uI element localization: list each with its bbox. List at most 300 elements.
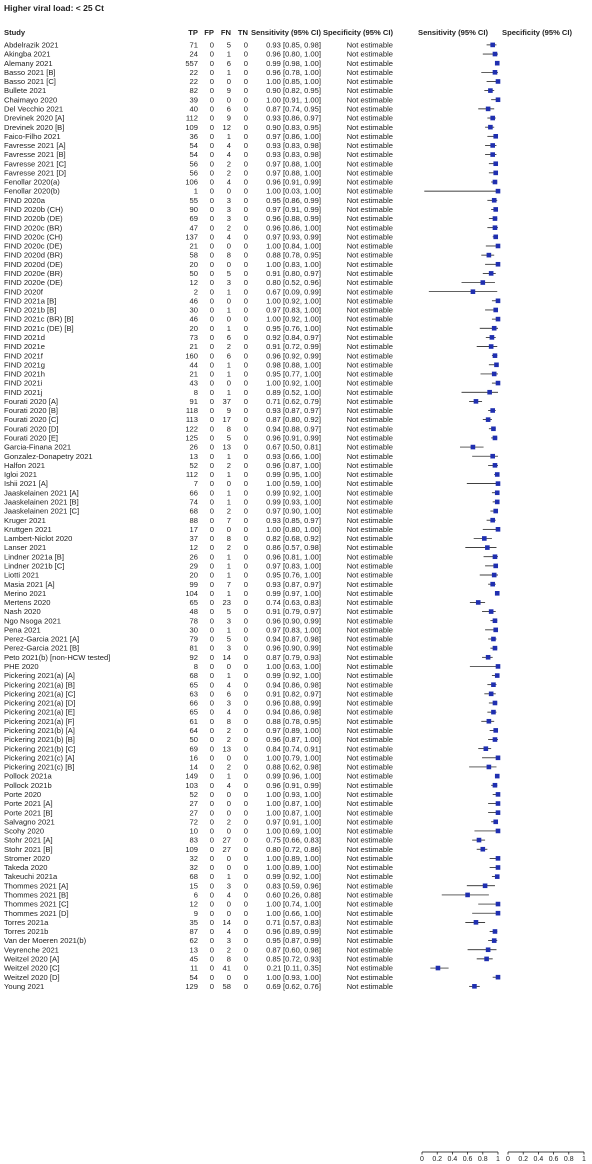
tp-value: 30: [189, 625, 198, 635]
fp-value: 0: [209, 853, 214, 863]
point-estimate: [496, 244, 501, 249]
sensitivity-sens: 0.89: [266, 387, 281, 397]
sensitivity-sens: 0.93: [266, 40, 281, 50]
specificity-text: Not estimable: [346, 579, 393, 589]
study-label: Thommes 2021 [C]: [4, 899, 69, 909]
tp-value: 56: [189, 168, 198, 178]
point-estimate: [496, 381, 501, 386]
sensitivity-ci-text: 0.93 [0.66, 1.00]: [266, 451, 321, 461]
fp-value: 0: [209, 214, 214, 224]
tp-value: 81: [189, 643, 198, 653]
fp-value: 0: [209, 241, 214, 251]
sensitivity-ci-text: 0.90 [0.83, 0.95]: [266, 122, 321, 132]
specificity-text: Not estimable: [346, 250, 393, 260]
sensitivity-sens: 1.00: [266, 662, 281, 672]
sensitivity-ci-text: 1.00 [0.91, 1.00]: [266, 95, 321, 105]
fp-value: 0: [209, 908, 214, 918]
fp-value: 0: [209, 515, 214, 525]
fp-value: 0: [209, 607, 214, 617]
study-label: FIND 2020a: [4, 195, 45, 205]
sensitivity-ci-text: 0.97 [0.89, 1.00]: [266, 726, 321, 735]
specificity-text: Not estimable: [346, 479, 393, 489]
fp-value: 0: [209, 616, 214, 626]
fp-value: 0: [209, 954, 214, 964]
sensitivity-sens: 0.85: [266, 954, 281, 964]
tp-value: 66: [189, 698, 198, 708]
fn-value: 6: [226, 58, 231, 68]
study-label: FIND 2020c (CH): [4, 232, 63, 242]
sensitivity-ci-text: 0.96 [0.89, 0.99]: [266, 927, 321, 937]
sensitivity-sens: 1.00: [266, 479, 281, 489]
tn-value: 0: [243, 954, 248, 964]
point-estimate: [493, 820, 498, 825]
sensitivity-hi: 1.00: [304, 296, 319, 306]
fn-value: 2: [226, 543, 231, 553]
sensitivity-hi: 1.00: [304, 369, 319, 379]
fn-value: 9: [226, 406, 231, 416]
tp-value: 79: [189, 634, 198, 644]
point-estimate: [496, 829, 501, 834]
study-label: FIND 2020d (DE): [4, 259, 63, 269]
fn-value: 8: [226, 716, 231, 726]
sensitivity-hi: 0.98: [304, 945, 319, 955]
point-estimate: [476, 600, 481, 605]
specificity-text: Not estimable: [346, 460, 393, 470]
study-label: Abdelrazik 2021: [4, 40, 59, 50]
fp-value: 0: [209, 598, 214, 608]
sensitivity-lo: 0.90: [285, 506, 300, 516]
tp-value: 109: [185, 122, 198, 132]
sensitivity-ci-text: 0.94 [0.86, 0.98]: [266, 707, 321, 717]
tp-value: 22: [189, 67, 198, 77]
sensitivity-hi: 0.99: [304, 205, 319, 215]
sensitivity-tick-label: 0.6: [462, 1156, 473, 1163]
study-label: Akingba 2021: [4, 49, 51, 59]
sensitivity-hi: 1.00: [304, 314, 319, 324]
tn-value: 0: [243, 159, 248, 169]
tn-value: 0: [243, 607, 248, 617]
point-estimate: [495, 472, 500, 477]
fn-value: 1: [226, 305, 231, 315]
sensitivity-lo: 0.87: [285, 799, 300, 809]
fn-value: 3: [226, 698, 231, 708]
sensitivity-sens: 0.94: [266, 424, 281, 434]
fn-value: 3: [226, 278, 231, 288]
fn-value: 4: [226, 150, 231, 160]
tp-value: 46: [189, 314, 198, 324]
sensitivity-sens: 1.00: [266, 95, 281, 105]
sensitivity-hi: 0.83: [304, 835, 319, 845]
fn-value: 0: [226, 259, 231, 269]
fp-value: 0: [209, 296, 214, 306]
sensitivity-sens: 0.88: [266, 250, 281, 260]
study-label: FIND 2021c (BR) [B]: [4, 314, 74, 324]
point-estimate: [471, 445, 476, 450]
sensitivity-hi: 0.96: [304, 278, 319, 288]
tn-value: 0: [243, 643, 248, 653]
study-label: FIND 2021d: [4, 332, 45, 342]
sensitivity-lo: 0.91: [285, 433, 300, 443]
fp-value: 0: [209, 570, 214, 580]
sensitivity-ci-text: 0.97 [0.90, 1.00]: [266, 506, 321, 516]
study-label: Favresse 2021 [C]: [4, 159, 67, 169]
sensitivity-ci-text: 0.97 [0.91, 0.99]: [266, 205, 321, 215]
fn-value: 0: [226, 524, 231, 534]
sensitivity-sens: 0.97: [266, 159, 281, 169]
tn-value: 0: [243, 442, 248, 452]
sensitivity-hi: 1.00: [304, 524, 319, 534]
fn-value: 3: [226, 616, 231, 626]
point-estimate: [487, 253, 492, 258]
specificity-text: Not estimable: [346, 67, 393, 77]
sensitivity-sens: 0.96: [266, 780, 281, 790]
sensitivity-hi: 1.00: [304, 817, 319, 827]
tp-value: 71: [189, 40, 198, 50]
sensitivity-sens: 0.99: [266, 488, 281, 498]
tn-value: 0: [243, 890, 248, 900]
sensitivity-hi: 1.00: [304, 662, 319, 672]
tn-value: 0: [243, 259, 248, 269]
sensitivity-lo: 0.03: [285, 186, 300, 196]
tp-value: 40: [189, 104, 198, 114]
sensitivity-sens: 0.96: [266, 552, 281, 562]
tn-value: 0: [243, 817, 248, 827]
fn-value: 0: [226, 95, 231, 105]
tn-value: 0: [243, 58, 248, 68]
tn-value: 0: [243, 406, 248, 416]
fn-value: 3: [226, 205, 231, 215]
tp-value: 10: [189, 826, 198, 836]
tp-value: 55: [189, 195, 198, 205]
point-estimate: [493, 436, 498, 441]
fp-value: 0: [209, 49, 214, 59]
sensitivity-hi: 0.79: [304, 396, 319, 406]
fn-value: 1: [226, 497, 231, 507]
point-estimate: [493, 783, 498, 788]
sensitivity-lo: 0.62: [285, 981, 300, 991]
fp-value: 0: [209, 479, 214, 489]
fn-value: 1: [226, 323, 231, 333]
fn-value: 0: [226, 799, 231, 809]
specificity-text: Not estimable: [346, 77, 393, 87]
sensitivity-ci-text: 0.93 [0.85, 0.97]: [266, 515, 321, 525]
sensitivity-lo: 0.88: [285, 698, 300, 708]
tn-value: 0: [243, 49, 248, 59]
specificity-text: Not estimable: [346, 259, 393, 269]
sensitivity-ci-text: 0.93 [0.83, 0.98]: [266, 141, 321, 151]
tn-value: 0: [243, 689, 248, 699]
tn-value: 0: [243, 972, 248, 982]
sensitivity-ci-text: 1.00 [0.79, 1.00]: [266, 753, 321, 763]
tn-value: 0: [243, 506, 248, 516]
fp-value: 0: [209, 726, 214, 735]
sensitivity-sens: 0.91: [266, 342, 281, 352]
point-estimate: [491, 637, 496, 642]
tp-value: 20: [189, 570, 198, 580]
tn-value: 0: [243, 396, 248, 406]
sensitivity-hi: 0.81: [304, 442, 319, 452]
sensitivity-sens: 0.92: [266, 332, 281, 342]
study-label: Lambert-Niclot 2020: [4, 534, 73, 544]
fn-value: 0: [226, 77, 231, 87]
specificity-text: Not estimable: [346, 269, 393, 278]
fn-value: 0: [226, 789, 231, 799]
sensitivity-ci-text: 0.96 [0.91, 0.99]: [266, 177, 321, 187]
sensitivity-hi: 0.99: [304, 195, 319, 205]
fn-value: 1: [226, 872, 231, 882]
study-label: Fourati 2020 [C]: [4, 415, 59, 425]
fn-value: 2: [226, 817, 231, 827]
sensitivity-hi: 0.99: [304, 342, 319, 352]
study-label: Stohr 2021 [A]: [4, 835, 53, 845]
tn-value: 0: [243, 826, 248, 836]
point-estimate: [496, 801, 501, 806]
fn-value: 9: [226, 113, 231, 123]
fp-value: 0: [209, 332, 214, 342]
sensitivity-hi: 1.00: [304, 241, 319, 251]
study-label: Thommes 2021 [A]: [4, 881, 69, 891]
sensitivity-sens: 0.95: [266, 323, 281, 333]
tp-value: 68: [189, 872, 198, 882]
tp-value: 22: [189, 77, 198, 87]
tp-value: 87: [189, 927, 198, 937]
sensitivity-ci-text: 0.98 [0.88, 1.00]: [266, 360, 321, 370]
study-label: Porte 2021 [B]: [4, 808, 53, 818]
specificity-text: Not estimable: [346, 433, 393, 443]
point-estimate: [496, 911, 501, 916]
fp-value: 0: [209, 698, 214, 708]
tp-value: 68: [189, 506, 198, 516]
fn-value: 1: [226, 131, 231, 141]
point-estimate: [492, 938, 497, 943]
fn-value: 5: [226, 433, 231, 443]
sensitivity-hi: 0.99: [304, 616, 319, 626]
tp-value: 78: [189, 616, 198, 626]
sensitivity-lo: 0.88: [285, 214, 300, 224]
fn-value: 8: [226, 954, 231, 964]
study-label: Alemany 2021: [4, 58, 53, 68]
sensitivity-ci-text: 0.94 [0.88, 0.97]: [266, 424, 321, 434]
point-estimate: [493, 929, 498, 934]
study-label: Favresse 2021 [B]: [4, 150, 66, 160]
fn-value: 41: [222, 963, 231, 973]
tn-value: 0: [243, 762, 248, 772]
sensitivity-lo: 0.79: [285, 607, 300, 617]
tp-value: 112: [185, 113, 198, 123]
specificity-text: Not estimable: [346, 908, 393, 918]
specificity-text: Not estimable: [346, 735, 393, 745]
point-estimate: [493, 207, 498, 212]
sensitivity-sens: 0.87: [266, 415, 281, 425]
sensitivity-sens: 0.94: [266, 707, 281, 717]
sensitivity-lo: 0.66: [285, 835, 300, 845]
study-label: Thommes 2021 [D]: [4, 908, 69, 918]
sensitivity-sens: 0.93: [266, 451, 281, 461]
tn-value: 0: [243, 278, 248, 288]
fp-value: 0: [209, 963, 214, 973]
point-estimate: [490, 116, 495, 121]
sensitivity-ci-text: 0.99 [0.92, 1.00]: [266, 488, 321, 498]
point-estimate: [496, 189, 501, 194]
specificity-text: Not estimable: [346, 707, 393, 717]
fn-value: 4: [226, 927, 231, 937]
sensitivity-lo: 0.83: [285, 561, 300, 571]
sensitivity-lo: 0.83: [285, 305, 300, 315]
study-label: Pickering 2021(b) [B]: [4, 735, 75, 745]
sensitivity-lo: 0.95: [285, 470, 300, 480]
sensitivity-hi: 0.99: [304, 927, 319, 937]
sensitivity-ci-text: 1.00 [0.89, 1.00]: [266, 863, 321, 873]
fp-value: 0: [209, 945, 214, 955]
fp-value: 0: [209, 744, 214, 754]
sensitivity-sens: 1.00: [266, 77, 281, 87]
tn-value: 0: [243, 524, 248, 534]
tp-value: 61: [189, 716, 198, 726]
point-estimate: [487, 765, 492, 770]
fp-value: 0: [209, 561, 214, 571]
sensitivity-ci-text: 0.96 [0.87, 1.00]: [266, 460, 321, 470]
fn-value: 6: [226, 351, 231, 361]
sensitivity-sens: 0.93: [266, 579, 281, 589]
sensitivity-ci-text: 0.90 [0.82, 0.95]: [266, 86, 321, 96]
fn-value: 8: [226, 424, 231, 434]
tn-value: 0: [243, 771, 248, 781]
point-estimate: [487, 719, 492, 724]
sensitivity-sens: 1.00: [266, 853, 281, 863]
specificity-text: Not estimable: [346, 899, 393, 909]
tn-value: 0: [243, 497, 248, 507]
study-label: Pickering 2021(a) [A]: [4, 671, 75, 681]
sensitivity-ci-text: 1.00 [0.89, 1.00]: [266, 853, 321, 863]
sensitivity-lo: 0.91: [285, 95, 300, 105]
sensitivity-lo: 0.90: [285, 643, 300, 653]
sensitivity-ci-text: 0.94 [0.87, 0.98]: [266, 634, 321, 644]
tp-value: 9: [193, 908, 198, 918]
sensitivity-lo: 0.86: [285, 707, 300, 717]
point-estimate: [481, 280, 486, 285]
specificity-text: Not estimable: [346, 936, 393, 946]
specificity-text: Not estimable: [346, 780, 393, 790]
fp-value: 0: [209, 981, 214, 991]
fp-value: 0: [209, 799, 214, 809]
sensitivity-sens: 0.97: [266, 726, 281, 735]
point-estimate: [493, 701, 498, 706]
fn-value: 2: [226, 506, 231, 516]
specificity-text: Not estimable: [346, 186, 393, 196]
point-estimate: [492, 573, 497, 578]
point-estimate: [472, 984, 477, 989]
sensitivity-lo: 0.85: [285, 77, 300, 87]
specificity-text: Not estimable: [346, 726, 393, 735]
point-estimate: [490, 408, 495, 413]
sensitivity-tick-label: 0.4: [447, 1156, 458, 1163]
point-estimate: [496, 792, 501, 797]
sensitivity-ci-text: 0.93 [0.83, 0.98]: [266, 150, 321, 160]
fn-value: 1: [226, 451, 231, 461]
sensitivity-ci-text: 0.86 [0.57, 0.98]: [266, 543, 321, 553]
study-label: Favresse 2021 [D]: [4, 168, 67, 178]
sensitivity-sens: 0.97: [266, 131, 281, 141]
specificity-text: Not estimable: [346, 223, 393, 233]
sensitivity-hi: 0.95: [304, 122, 319, 132]
tp-value: 69: [189, 214, 198, 224]
study-label: FIND 2021f: [4, 351, 43, 361]
study-label: Perez-Garcia 2021 [B]: [4, 643, 80, 653]
fp-value: 0: [209, 278, 214, 288]
tn-value: 0: [243, 86, 248, 96]
sensitivity-hi: 1.00: [304, 808, 319, 818]
sensitivity-hi: 1.00: [304, 753, 319, 763]
point-estimate: [496, 97, 501, 102]
study-label: Faico-Filho 2021: [4, 131, 61, 141]
tn-value: 0: [243, 470, 248, 480]
sensitivity-lo: 0.62: [285, 396, 300, 406]
fn-value: 8: [226, 250, 231, 260]
specificity-text: Not estimable: [346, 387, 393, 397]
sensitivity-ci-text: 0.99 [0.95, 1.00]: [266, 470, 321, 480]
tn-value: 0: [243, 634, 248, 644]
tn-value: 0: [243, 707, 248, 717]
fp-value: 0: [209, 643, 214, 653]
tp-value: 39: [189, 95, 198, 105]
sensitivity-hi: 1.00: [304, 799, 319, 809]
tn-value: 0: [243, 460, 248, 470]
sensitivity-sens: 1.00: [266, 908, 281, 918]
fn-value: 0: [226, 908, 231, 918]
point-estimate: [493, 646, 498, 651]
tp-value: 65: [189, 707, 198, 717]
sensitivity-hi: 0.92: [304, 534, 319, 544]
point-estimate: [493, 628, 498, 633]
sensitivity-sens: 0.82: [266, 534, 281, 544]
point-estimate: [492, 198, 497, 203]
specificity-text: Not estimable: [346, 49, 393, 59]
sensitivity-hi: 1.00: [304, 872, 319, 882]
sensitivity-ci-text: 0.95 [0.87, 0.99]: [266, 936, 321, 946]
tn-value: 0: [243, 113, 248, 123]
tn-value: 0: [243, 927, 248, 937]
tp-value: 66: [189, 488, 198, 498]
study-label: FIND 2021a [B]: [4, 296, 57, 306]
fn-value: 3: [226, 643, 231, 653]
sensitivity-hi: 0.99: [304, 433, 319, 443]
fn-value: 4: [226, 177, 231, 187]
study-label: Basso 2021 [B]: [4, 67, 56, 77]
fp-value: 0: [209, 689, 214, 699]
sensitivity-sens: 1.00: [266, 186, 281, 196]
fn-value: 1: [226, 67, 231, 77]
sensitivity-lo: 0.91: [285, 177, 300, 187]
fp-value: 0: [209, 753, 214, 763]
study-label: Fourati 2020 [D]: [4, 424, 59, 434]
tp-value: 45: [189, 954, 198, 964]
sensitivity-hi: 0.93: [304, 954, 319, 964]
point-estimate: [493, 216, 498, 221]
specificity-tick-label: 0.6: [548, 1156, 559, 1163]
fp-value: 0: [209, 863, 214, 873]
fn-value: 7: [226, 579, 231, 589]
study-label: Pollock 2021a: [4, 771, 52, 781]
tp-value: 50: [189, 735, 198, 745]
tp-value: 37: [189, 534, 198, 544]
tn-value: 0: [243, 662, 248, 672]
sensitivity-hi: 1.00: [304, 899, 319, 909]
study-label: Igloi 2021: [4, 470, 37, 480]
sensitivity-sens: 0.96: [266, 735, 281, 745]
tp-value: 32: [189, 853, 198, 863]
point-estimate: [492, 326, 497, 331]
fn-value: 1: [226, 625, 231, 635]
